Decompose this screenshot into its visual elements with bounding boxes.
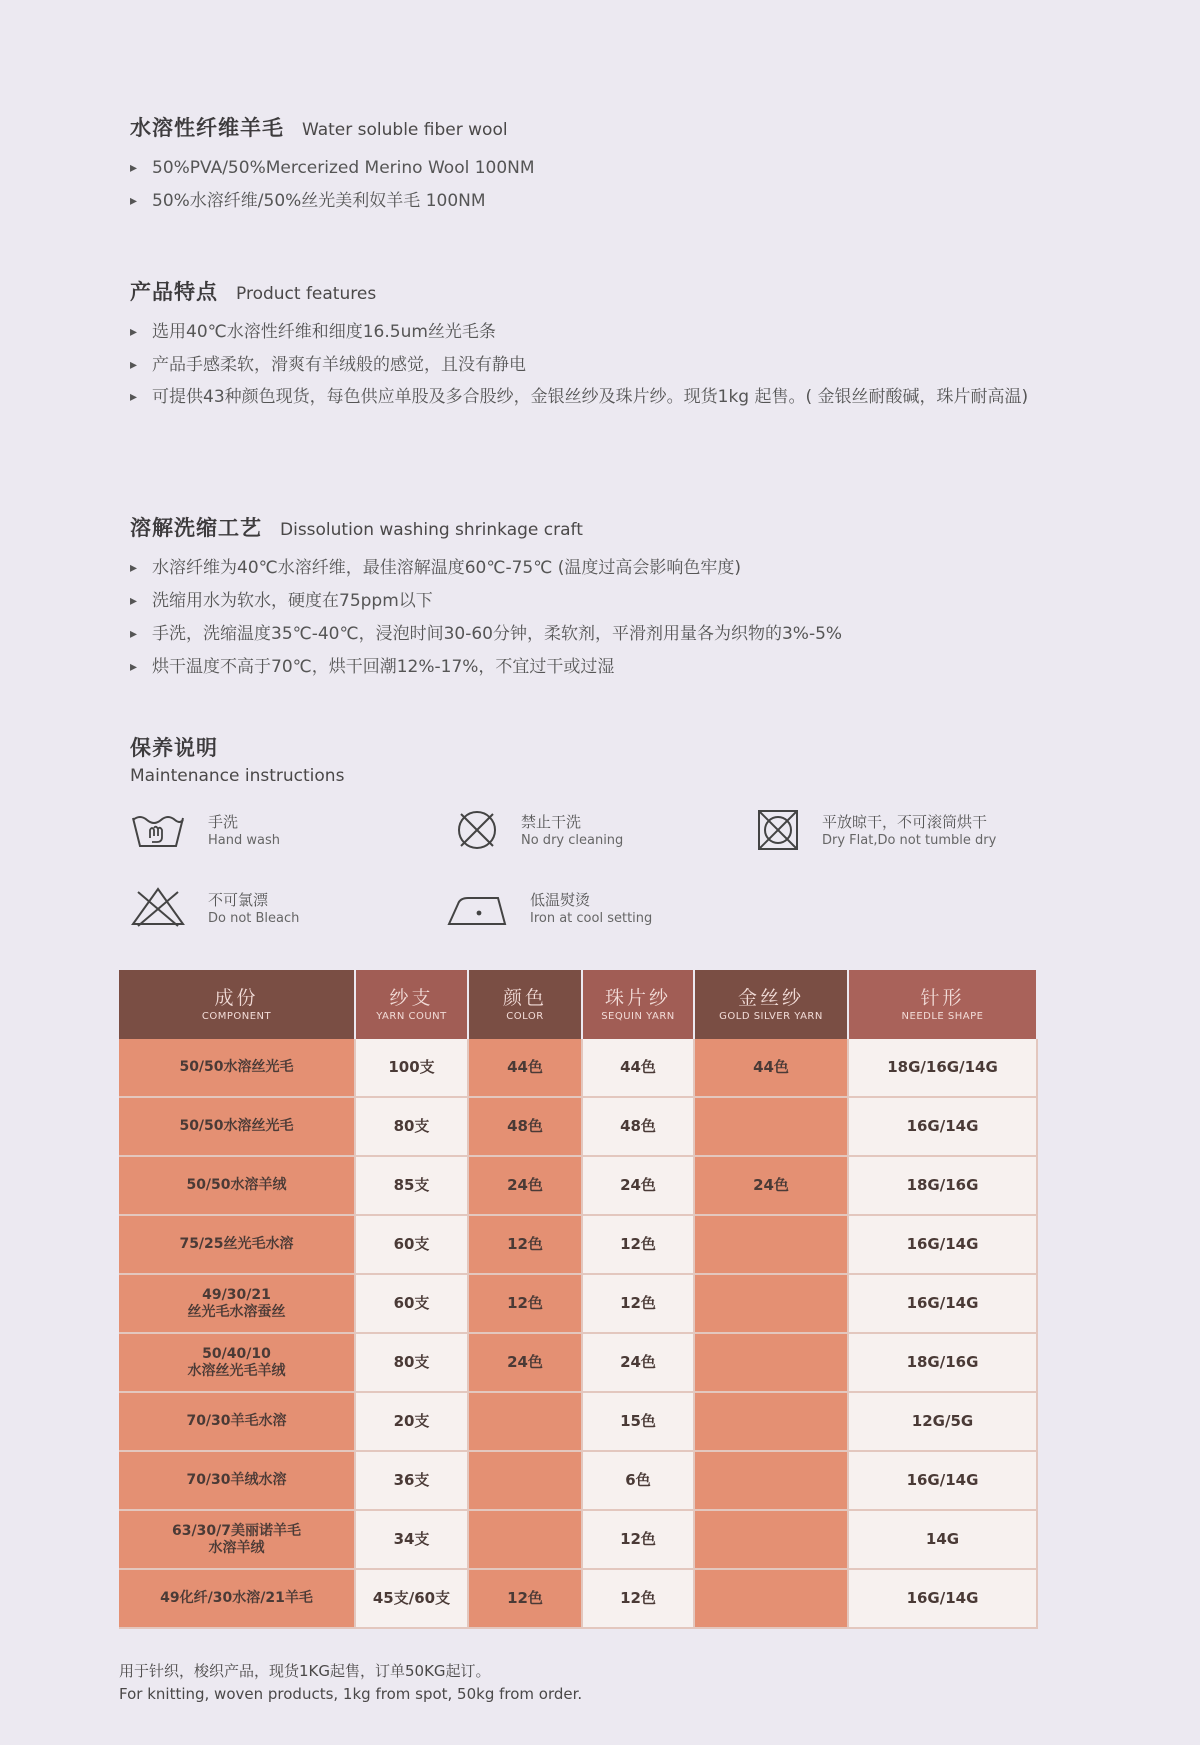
footer-zh: 用于针织，梭织产品，现货1KG起售，订单50KG起订。: [119, 1662, 491, 1680]
table-row: [119, 1510, 1037, 1569]
cell-gold-silver-yarn: [694, 1333, 848, 1392]
no-bleach-icon: [130, 886, 186, 928]
table-row: [119, 1039, 1037, 1097]
footer-note: [119, 1660, 582, 1706]
cell-yarn-count: 80支: [355, 1333, 468, 1392]
care-label-en: Dry Flat,Do not tumble dry: [822, 833, 997, 848]
cell-sequin-yarn: 12色: [582, 1274, 694, 1333]
list-item: ▸ 可提供43种颜色现货，每色供应单股及多合股纱，金银丝纱及珠片纱。现货1kg 起售。( 金银丝耐酸碱，珠片耐高温): [130, 382, 1030, 412]
care-label-zh: 手洗: [208, 813, 239, 831]
cell-needle-shape: 16G/14G: [848, 1097, 1037, 1156]
cell-yarn-count: 100支: [355, 1039, 468, 1097]
cell-component: 63/30/7美丽诺羊毛 水溶羊绒: [119, 1510, 355, 1569]
section-title: [130, 276, 1080, 306]
cell-color: 48色: [468, 1097, 582, 1156]
table-row: [119, 1274, 1037, 1333]
section-title-zh: 水溶性纤维羊毛: [130, 116, 284, 140]
header-yarn-count: 纱支 YARN COUNT: [355, 970, 468, 1039]
table-row: [119, 1097, 1037, 1156]
cell-sequin-yarn: 12色: [582, 1215, 694, 1274]
cell-needle-shape: 16G/14G: [848, 1274, 1037, 1333]
list-item: ▸ 洗缩用水为软水，硬度在75ppm以下: [130, 585, 1080, 618]
cell-gold-silver-yarn: [694, 1215, 848, 1274]
cell-yarn-count: 60支: [355, 1215, 468, 1274]
hand-wash-icon: [130, 808, 186, 850]
cell-needle-shape: 16G/14G: [848, 1215, 1037, 1274]
cell-yarn-count: 36支: [355, 1451, 468, 1510]
list-item: ▸ 手洗，洗缩温度35℃-40℃，浸泡时间30-60分钟，柔软剂，平滑剂用量各为织物的3%-5%: [130, 618, 1080, 651]
care-label-zh: 不可氯漂: [208, 891, 269, 909]
list-item: ▸ 50%PVA/50%Mercerized Merino Wool 100NM: [130, 152, 1080, 185]
care-title-zh: 保养说明: [130, 736, 218, 760]
list-item: ▸ 水溶纤维为40℃水溶纤维，最佳溶解温度60℃-75℃ (温度过高会影响色牢度): [130, 552, 1080, 585]
cell-yarn-count: 60支: [355, 1274, 468, 1333]
cell-sequin-yarn: 15色: [582, 1392, 694, 1451]
cell-needle-shape: 14G: [848, 1510, 1037, 1569]
cell-component: 50/40/10 水溶丝光毛羊绒: [119, 1333, 355, 1392]
table-row: [119, 1156, 1037, 1215]
cell-color: [468, 1510, 582, 1569]
bullet-list: [130, 152, 1080, 218]
cell-sequin-yarn: 24色: [582, 1333, 694, 1392]
care-label-zh: 平放晾干，不可滚筒烘干: [822, 813, 988, 831]
cell-yarn-count: 34支: [355, 1510, 468, 1569]
cell-color: 12色: [468, 1274, 582, 1333]
cell-gold-silver-yarn: [694, 1097, 848, 1156]
cell-needle-shape: 18G/16G/14G: [848, 1039, 1037, 1097]
care-dry-flat: [756, 808, 996, 852]
header-sequin-yarn: 珠片纱 SEQUIN YARN: [582, 970, 694, 1039]
section-title-en: Water soluble fiber wool: [302, 120, 508, 140]
dry-flat-no-tumble-icon: [756, 808, 800, 852]
care-label-en: Iron at cool setting: [530, 911, 653, 926]
cell-needle-shape: 12G/5G: [848, 1392, 1037, 1451]
care-label-en: Do not Bleach: [208, 911, 300, 926]
section-title-en: Product features: [236, 284, 377, 304]
section-title: [130, 112, 1080, 142]
cell-needle-shape: 16G/14G: [848, 1451, 1037, 1510]
cell-needle-shape: 18G/16G: [848, 1333, 1037, 1392]
section-title-en: Dissolution washing shrinkage craft: [280, 520, 583, 540]
table-row: [119, 1569, 1037, 1628]
list-item: ▸ 烘干温度不高于70℃，烘干回潮12%-17%，不宜过干或过湿: [130, 651, 1080, 684]
cell-component: 49化纤/30水溶/21羊毛: [119, 1569, 355, 1628]
care-iron-low: [446, 886, 652, 928]
cell-gold-silver-yarn: [694, 1569, 848, 1628]
spec-table: [119, 970, 1038, 1629]
cell-component: 70/30羊绒水溶: [119, 1451, 355, 1510]
bullet-list: [130, 316, 1030, 412]
cell-sequin-yarn: 6色: [582, 1451, 694, 1510]
section-title-zh: 产品特点: [130, 280, 218, 304]
cell-sequin-yarn: 48色: [582, 1097, 694, 1156]
table-row: [119, 1333, 1037, 1392]
cell-color: 24色: [468, 1156, 582, 1215]
cell-yarn-count: 85支: [355, 1156, 468, 1215]
iron-low-icon: [446, 886, 508, 928]
cell-component: 70/30羊毛水溶: [119, 1392, 355, 1451]
care-label-en: No dry cleaning: [521, 833, 624, 848]
cell-color: 44色: [468, 1039, 582, 1097]
cell-component: 75/25丝光毛水溶: [119, 1215, 355, 1274]
cell-gold-silver-yarn: 44色: [694, 1039, 848, 1097]
cell-color: 12色: [468, 1569, 582, 1628]
cell-gold-silver-yarn: [694, 1510, 848, 1569]
cell-color: [468, 1451, 582, 1510]
care-hand-wash: [130, 808, 280, 850]
header-gold-silver-yarn: 金丝纱 GOLD SILVER YARN: [694, 970, 848, 1039]
cell-yarn-count: 80支: [355, 1097, 468, 1156]
cell-sequin-yarn: 12色: [582, 1510, 694, 1569]
table-row: [119, 1215, 1037, 1274]
bullet-list: [130, 552, 1080, 684]
section-title-zh: 溶解洗缩工艺: [130, 516, 262, 540]
cell-sequin-yarn: 24色: [582, 1156, 694, 1215]
care-label-en: Hand wash: [208, 833, 280, 848]
cell-yarn-count: 45支/60支: [355, 1569, 468, 1628]
list-item: ▸ 50%水溶纤维/50%丝光美利奴羊毛 100NM: [130, 185, 1080, 218]
cell-gold-silver-yarn: [694, 1274, 848, 1333]
cell-component: 50/50水溶羊绒: [119, 1156, 355, 1215]
care-title-en: Maintenance instructions: [130, 766, 345, 786]
cell-gold-silver-yarn: 24色: [694, 1156, 848, 1215]
cell-color: 12色: [468, 1215, 582, 1274]
cell-sequin-yarn: 12色: [582, 1569, 694, 1628]
cell-sequin-yarn: 44色: [582, 1039, 694, 1097]
table-row: [119, 1451, 1037, 1510]
list-item: ▸ 产品手感柔软，滑爽有羊绒般的感觉，且没有静电: [130, 349, 1030, 382]
cell-component: 49/30/21 丝光毛水溶蚕丝: [119, 1274, 355, 1333]
table-header-row: [119, 970, 1037, 1039]
cell-yarn-count: 20支: [355, 1392, 468, 1451]
section-dissolution: [130, 512, 1080, 684]
header-needle-shape: 针形 NEEDLE SHAPE: [848, 970, 1037, 1039]
footer-en: For knitting, woven products, 1kg from spot, 50kg from order.: [119, 1685, 583, 1703]
list-item: ▸ 选用40℃水溶性纤维和细度16.5um丝光毛条: [130, 316, 1030, 349]
care-label-zh: 低温熨烫: [530, 891, 591, 909]
care-no-bleach: [130, 886, 299, 928]
section-title: [130, 512, 1080, 542]
cell-component: 50/50水溶丝光毛: [119, 1097, 355, 1156]
cell-component: 50/50水溶丝光毛: [119, 1039, 355, 1097]
cell-needle-shape: 16G/14G: [848, 1569, 1037, 1628]
cell-gold-silver-yarn: [694, 1392, 848, 1451]
care-label-zh: 禁止干洗: [521, 813, 582, 831]
cell-color: [468, 1392, 582, 1451]
table-row: [119, 1392, 1037, 1451]
header-component: 成份 COMPONENT: [119, 970, 355, 1039]
cell-color: 24色: [468, 1333, 582, 1392]
cell-gold-silver-yarn: [694, 1451, 848, 1510]
section-product-features: [130, 276, 1080, 412]
no-dry-clean-icon: [455, 808, 499, 852]
care-no-dry-clean: [455, 808, 623, 852]
cell-needle-shape: 18G/16G: [848, 1156, 1037, 1215]
section-maintenance: [130, 732, 1080, 786]
header-color: 颜色 COLOR: [468, 970, 582, 1039]
section-water-soluble: [130, 112, 1080, 218]
